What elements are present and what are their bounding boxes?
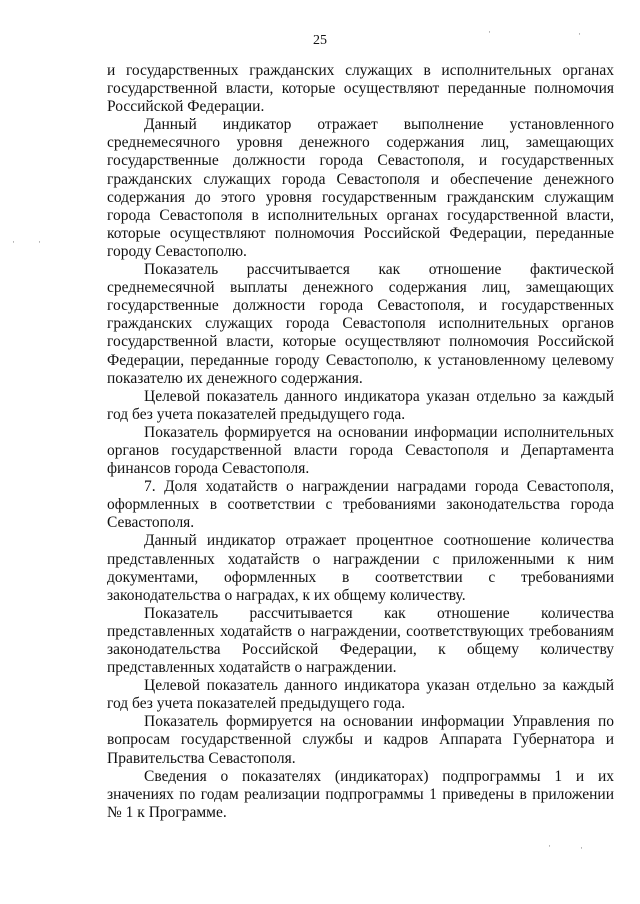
paragraph: Показатель формируется на основании информации исполнительных органов государственной власти города Севастополя и Департамента финансов города Севастополя. bbox=[107, 423, 614, 478]
paragraph: Показатель рассчитывается как отношение количества представленных ходатайств о награждении, соответствующих требованиям законодательства Российской Федерации, к общему количеству представленных ходатайств о награждении. bbox=[107, 604, 614, 677]
paragraph: Данный индикатор отражает процентное соотношение количества представленных ходатайств о награждении с приложенными к ним документами, оформленных в соответствии с требованиями законодательства о наградах, к их общему количеству. bbox=[107, 532, 614, 604]
scan-speck: · bbox=[488, 27, 491, 37]
scan-speck: · bbox=[38, 237, 41, 247]
scan-speck: · bbox=[578, 29, 581, 39]
scan-speck: · bbox=[580, 843, 583, 853]
paragraph: Целевой показатель данного индикатора указан отдельно за каждый год без учета показателей предыдущего года. bbox=[107, 677, 614, 713]
scan-speck: · bbox=[548, 841, 551, 851]
document-body bbox=[107, 62, 614, 822]
paragraph-continuation: и государственных гражданских служащих в исполнительных органах государственной власти, которые осуществляют переданные полномочия Российской Федерации. bbox=[107, 62, 614, 116]
paragraph: Показатель рассчитывается как отношение фактической среднемесячной выплаты денежного содержания лиц, замещающих государственные должности города Севастополя, и государственных гражданских служащих города Севастополя исполнительных органов государственной власти, которые осуществляют полномочия Российской Федерации, переданные городу Севастополю, к установленному целевому показателю их денежного содержания. bbox=[107, 261, 614, 387]
paragraph: Показатель формируется на основании информации Управления по вопросам государственной службы и кадров Аппарата Губернатора и Правительства Севастополя. bbox=[107, 713, 614, 767]
numbered-item-heading: 7. Доля ходатайств о награждении наградами города Севастополя, оформленных в соответствии с требованиями законодательства города Севастополя. bbox=[107, 478, 614, 532]
scan-speck: · bbox=[12, 237, 15, 247]
paragraph: Сведения о показателях (индикаторах) подпрограммы 1 и их значениях по годам реализации подпрограммы 1 приведены в приложении № 1 к Программе. bbox=[107, 767, 614, 821]
paragraph: Данный индикатор отражает выполнение установленного среднемесячного уровня денежного содержания лиц, замещающих государственные должности города Севастополя, и государственных гражданских служащих города Севастополя и обеспечение денежного содержания до этого уровня государственным гражданским служащим города Севастополя в исполнительных органах государственной власти, которые осуществляют полномочия Российской Федерации, переданные городу Севастополю. bbox=[107, 116, 614, 260]
page-number: 25 bbox=[313, 33, 327, 48]
paragraph: Целевой показатель данного индикатора указан отдельно за каждый год без учета показателей предыдущего года. bbox=[107, 387, 614, 423]
